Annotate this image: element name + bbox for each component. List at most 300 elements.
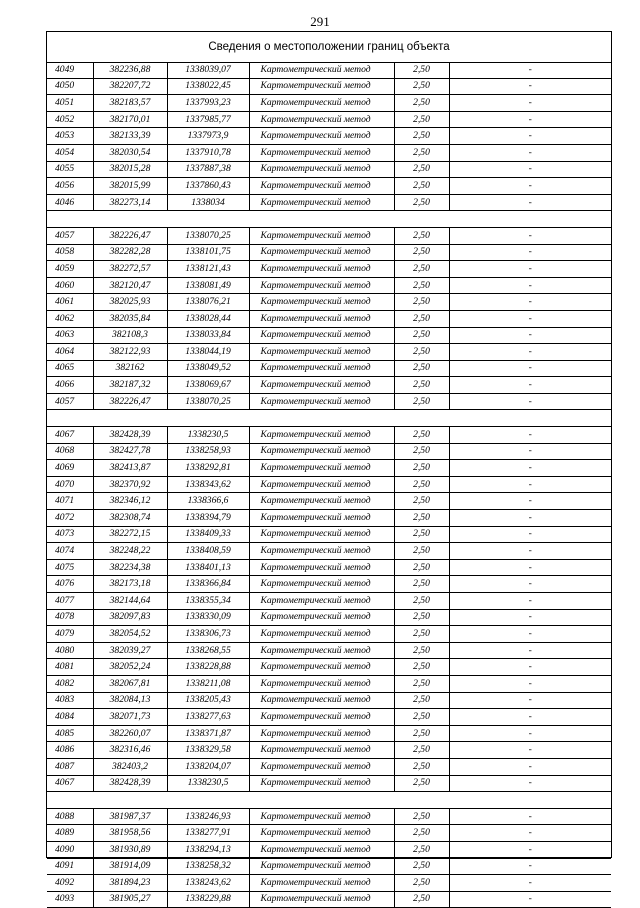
accuracy-cell: 2,50 (394, 393, 449, 410)
point-number-cell: 4080 (47, 642, 93, 659)
y-coordinate-cell: 1338034 (167, 194, 249, 211)
table-row (47, 510, 611, 527)
description-cell: - (449, 775, 611, 792)
table-row (47, 758, 611, 775)
description-cell: - (449, 128, 611, 145)
table-row (47, 78, 611, 95)
point-number-cell: 4073 (47, 526, 93, 543)
accuracy-cell: 2,50 (394, 875, 449, 892)
description-cell: - (449, 310, 611, 327)
x-coordinate-cell: 382226,47 (93, 227, 167, 244)
x-coordinate-cell: 382403,2 (93, 758, 167, 775)
method-cell: Картометрический метод (249, 277, 394, 294)
x-coordinate-cell: 382025,93 (93, 294, 167, 311)
description-cell: - (449, 858, 611, 875)
point-number-cell: 4060 (47, 277, 93, 294)
table-row (47, 327, 611, 344)
description-cell: - (449, 725, 611, 742)
description-cell: - (449, 178, 611, 195)
accuracy-cell: 2,50 (394, 443, 449, 460)
x-coordinate-cell: 382052,24 (93, 659, 167, 676)
point-number-cell: 4058 (47, 244, 93, 261)
accuracy-cell: 2,50 (394, 725, 449, 742)
x-coordinate-cell: 382370,92 (93, 476, 167, 493)
description-cell: - (449, 327, 611, 344)
point-number-cell: 4074 (47, 543, 93, 560)
table-row (47, 808, 611, 825)
x-coordinate-cell: 382162 (93, 360, 167, 377)
point-number-cell: 4088 (47, 808, 93, 825)
method-cell: Картометрический метод (249, 709, 394, 726)
x-coordinate-cell: 382035,84 (93, 310, 167, 327)
description-cell: - (449, 891, 611, 908)
accuracy-cell: 2,50 (394, 675, 449, 692)
accuracy-cell: 2,50 (394, 277, 449, 294)
method-cell: Картометрический метод (249, 559, 394, 576)
x-coordinate-cell: 381905,27 (93, 891, 167, 908)
point-number-cell: 4053 (47, 128, 93, 145)
y-coordinate-cell: 1338330,09 (167, 609, 249, 626)
y-coordinate-cell: 1338230,5 (167, 427, 249, 444)
table-row (47, 344, 611, 361)
description-cell: - (449, 377, 611, 394)
x-coordinate-cell: 381914,09 (93, 858, 167, 875)
table-row (47, 443, 611, 460)
accuracy-cell: 2,50 (394, 62, 449, 78)
accuracy-cell: 2,50 (394, 510, 449, 527)
y-coordinate-cell: 1338366,84 (167, 576, 249, 593)
accuracy-cell: 2,50 (394, 559, 449, 576)
y-coordinate-cell: 1338205,43 (167, 692, 249, 709)
point-number-cell: 4052 (47, 111, 93, 128)
table-row (47, 841, 611, 858)
x-coordinate-cell: 382108,3 (93, 327, 167, 344)
method-cell: Картометрический метод (249, 758, 394, 775)
description-cell: - (449, 692, 611, 709)
y-coordinate-cell: 1338033,84 (167, 327, 249, 344)
table-row (47, 227, 611, 244)
x-coordinate-cell: 382067,81 (93, 675, 167, 692)
description-cell: - (449, 111, 611, 128)
point-number-cell: 4069 (47, 460, 93, 477)
table-row (47, 294, 611, 311)
x-coordinate-cell: 382030,54 (93, 144, 167, 161)
point-number-cell: 4056 (47, 178, 93, 195)
method-cell: Картометрический метод (249, 825, 394, 842)
x-coordinate-cell: 382054,52 (93, 626, 167, 643)
point-number-cell: 4092 (47, 875, 93, 892)
table-row (47, 642, 611, 659)
y-coordinate-cell: 1338044,19 (167, 344, 249, 361)
table-row (47, 95, 611, 112)
method-cell: Картометрический метод (249, 360, 394, 377)
x-coordinate-cell: 382097,83 (93, 609, 167, 626)
x-coordinate-cell: 382120,47 (93, 277, 167, 294)
accuracy-cell: 2,50 (394, 161, 449, 178)
point-number-cell: 4093 (47, 891, 93, 908)
table-row (47, 875, 611, 892)
y-coordinate-cell: 1338039,07 (167, 62, 249, 78)
point-number-cell: 4070 (47, 476, 93, 493)
point-number-cell: 4057 (47, 393, 93, 410)
description-cell: - (449, 427, 611, 444)
description-cell: - (449, 277, 611, 294)
accuracy-cell: 2,50 (394, 377, 449, 394)
accuracy-cell: 2,50 (394, 344, 449, 361)
description-cell: - (449, 344, 611, 361)
description-cell: - (449, 476, 611, 493)
accuracy-cell: 2,50 (394, 493, 449, 510)
accuracy-cell: 2,50 (394, 460, 449, 477)
accuracy-cell: 2,50 (394, 692, 449, 709)
description-cell: - (449, 460, 611, 477)
method-cell: Картометрический метод (249, 775, 394, 792)
accuracy-cell: 2,50 (394, 111, 449, 128)
table-row (47, 543, 611, 560)
table-row (47, 161, 611, 178)
table-row (47, 742, 611, 759)
x-coordinate-cell: 382413,87 (93, 460, 167, 477)
method-cell: Картометрический метод (249, 543, 394, 560)
accuracy-cell: 2,50 (394, 227, 449, 244)
table-row (47, 609, 611, 626)
y-coordinate-cell: 1338246,93 (167, 808, 249, 825)
point-number-cell: 4082 (47, 675, 93, 692)
method-cell: Картометрический метод (249, 62, 394, 78)
description-cell: - (449, 393, 611, 410)
x-coordinate-cell: 382260,07 (93, 725, 167, 742)
x-coordinate-cell: 382015,99 (93, 178, 167, 195)
description-cell: - (449, 593, 611, 610)
page-number: 291 (310, 14, 330, 29)
y-coordinate-cell: 1338230,5 (167, 775, 249, 792)
table-row (47, 891, 611, 908)
y-coordinate-cell: 1338277,91 (167, 825, 249, 842)
accuracy-cell: 2,50 (394, 808, 449, 825)
accuracy-cell: 2,50 (394, 891, 449, 908)
description-cell: - (449, 576, 611, 593)
x-coordinate-cell: 382273,14 (93, 194, 167, 211)
table-row (47, 493, 611, 510)
y-coordinate-cell: 1338343,62 (167, 476, 249, 493)
accuracy-cell: 2,50 (394, 758, 449, 775)
method-cell: Картометрический метод (249, 95, 394, 112)
group-separator-cell (47, 211, 611, 228)
accuracy-cell: 2,50 (394, 841, 449, 858)
y-coordinate-cell: 1338277,63 (167, 709, 249, 726)
method-cell: Картометрический метод (249, 858, 394, 875)
y-coordinate-cell: 1337910,78 (167, 144, 249, 161)
method-cell: Картометрический метод (249, 742, 394, 759)
y-coordinate-cell: 1337860,43 (167, 178, 249, 195)
method-cell: Картометрический метод (249, 377, 394, 394)
x-coordinate-cell: 381987,37 (93, 808, 167, 825)
accuracy-cell: 2,50 (394, 775, 449, 792)
method-cell: Картометрический метод (249, 576, 394, 593)
point-number-cell: 4086 (47, 742, 93, 759)
method-cell: Картометрический метод (249, 128, 394, 145)
point-number-cell: 4078 (47, 609, 93, 626)
accuracy-cell: 2,50 (394, 78, 449, 95)
method-cell: Картометрический метод (249, 725, 394, 742)
description-cell: - (449, 227, 611, 244)
y-coordinate-cell: 1338070,25 (167, 393, 249, 410)
description-cell: - (449, 559, 611, 576)
description-cell: - (449, 659, 611, 676)
x-coordinate-cell: 382427,78 (93, 443, 167, 460)
description-cell: - (449, 609, 611, 626)
point-number-cell: 4084 (47, 709, 93, 726)
method-cell: Картометрический метод (249, 178, 394, 195)
method-cell: Картометрический метод (249, 344, 394, 361)
point-number-cell: 4067 (47, 427, 93, 444)
y-coordinate-cell: 1338355,34 (167, 593, 249, 610)
y-coordinate-cell: 1338070,25 (167, 227, 249, 244)
table-row (47, 244, 611, 261)
x-coordinate-cell: 382071,73 (93, 709, 167, 726)
method-cell: Картометрический метод (249, 626, 394, 643)
y-coordinate-cell: 1338076,21 (167, 294, 249, 311)
x-coordinate-cell: 381894,23 (93, 875, 167, 892)
y-coordinate-cell: 1338049,52 (167, 360, 249, 377)
y-coordinate-cell: 1338258,93 (167, 443, 249, 460)
description-cell: - (449, 642, 611, 659)
x-coordinate-cell: 382428,39 (93, 427, 167, 444)
group-separator-cell (47, 410, 611, 427)
x-coordinate-cell: 382170,01 (93, 111, 167, 128)
y-coordinate-cell: 1338401,13 (167, 559, 249, 576)
description-cell: - (449, 95, 611, 112)
description-cell: - (449, 742, 611, 759)
description-cell: - (449, 78, 611, 95)
x-coordinate-cell: 382207,72 (93, 78, 167, 95)
description-cell: - (449, 675, 611, 692)
y-coordinate-cell: 1338211,08 (167, 675, 249, 692)
table-row (47, 559, 611, 576)
y-coordinate-cell: 1338204,07 (167, 758, 249, 775)
table-row (47, 659, 611, 676)
accuracy-cell: 2,50 (394, 626, 449, 643)
y-coordinate-cell: 1338121,43 (167, 261, 249, 278)
accuracy-cell: 2,50 (394, 178, 449, 195)
method-cell: Картометрический метод (249, 609, 394, 626)
x-coordinate-cell: 382316,46 (93, 742, 167, 759)
accuracy-cell: 2,50 (394, 543, 449, 560)
method-cell: Картометрический метод (249, 244, 394, 261)
y-coordinate-cell: 1338243,62 (167, 875, 249, 892)
point-number-cell: 4062 (47, 310, 93, 327)
x-coordinate-cell: 382308,74 (93, 510, 167, 527)
accuracy-cell: 2,50 (394, 261, 449, 278)
point-number-cell: 4054 (47, 144, 93, 161)
y-coordinate-cell: 1338408,59 (167, 543, 249, 560)
accuracy-cell: 2,50 (394, 244, 449, 261)
x-coordinate-cell: 382015,28 (93, 161, 167, 178)
table-row (47, 377, 611, 394)
method-cell: Картометрический метод (249, 460, 394, 477)
x-coordinate-cell: 381958,56 (93, 825, 167, 842)
description-cell: - (449, 194, 611, 211)
y-coordinate-cell: 1338228,88 (167, 659, 249, 676)
method-cell: Картометрический метод (249, 78, 394, 95)
y-coordinate-cell: 1338081,49 (167, 277, 249, 294)
description-cell: - (449, 244, 611, 261)
point-number-cell: 4051 (47, 95, 93, 112)
method-cell: Картометрический метод (249, 443, 394, 460)
x-coordinate-cell: 382236,88 (93, 62, 167, 78)
table-row (47, 277, 611, 294)
method-cell: Картометрический метод (249, 510, 394, 527)
description-cell: - (449, 875, 611, 892)
table-row (47, 62, 611, 78)
method-cell: Картометрический метод (249, 841, 394, 858)
point-number-cell: 4089 (47, 825, 93, 842)
y-coordinate-cell: 1338306,73 (167, 626, 249, 643)
method-cell: Картометрический метод (249, 161, 394, 178)
accuracy-cell: 2,50 (394, 294, 449, 311)
point-number-cell: 4061 (47, 294, 93, 311)
point-number-cell: 4068 (47, 443, 93, 460)
group-separator-cell (47, 792, 611, 809)
method-cell: Картометрический метод (249, 593, 394, 610)
point-number-cell: 4076 (47, 576, 93, 593)
table-row (47, 825, 611, 842)
method-cell: Картометрический метод (249, 808, 394, 825)
y-coordinate-cell: 1338268,55 (167, 642, 249, 659)
x-coordinate-cell: 382234,38 (93, 559, 167, 576)
table-row (47, 526, 611, 543)
y-coordinate-cell: 1338292,81 (167, 460, 249, 477)
y-coordinate-cell: 1338394,79 (167, 510, 249, 527)
y-coordinate-cell: 1338409,33 (167, 526, 249, 543)
x-coordinate-cell: 382133,39 (93, 128, 167, 145)
method-cell: Картометрический метод (249, 111, 394, 128)
point-number-cell: 4055 (47, 161, 93, 178)
point-number-cell: 4087 (47, 758, 93, 775)
description-cell: - (449, 510, 611, 527)
x-coordinate-cell: 382346,12 (93, 493, 167, 510)
x-coordinate-cell: 382183,57 (93, 95, 167, 112)
boundary-table-frame (46, 31, 612, 905)
method-cell: Картометрический метод (249, 875, 394, 892)
accuracy-cell: 2,50 (394, 95, 449, 112)
table-row (47, 675, 611, 692)
y-coordinate-cell: 1337973,9 (167, 128, 249, 145)
point-number-cell: 4090 (47, 841, 93, 858)
y-coordinate-cell: 1338028,44 (167, 310, 249, 327)
accuracy-cell: 2,50 (394, 327, 449, 344)
x-coordinate-cell: 382084,13 (93, 692, 167, 709)
description-cell: - (449, 841, 611, 858)
coordinates-table (47, 62, 611, 908)
table-row (47, 692, 611, 709)
x-coordinate-cell: 382173,18 (93, 576, 167, 593)
point-number-cell: 4057 (47, 227, 93, 244)
table-row (47, 725, 611, 742)
point-number-cell: 4077 (47, 593, 93, 610)
point-number-cell: 4059 (47, 261, 93, 278)
accuracy-cell: 2,50 (394, 642, 449, 659)
point-number-cell: 4067 (47, 775, 93, 792)
accuracy-cell: 2,50 (394, 709, 449, 726)
method-cell: Картометрический метод (249, 427, 394, 444)
coordinates-table-body (47, 62, 611, 908)
y-coordinate-cell: 1337887,38 (167, 161, 249, 178)
description-cell: - (449, 294, 611, 311)
method-cell: Картометрический метод (249, 194, 394, 211)
point-number-cell: 4065 (47, 360, 93, 377)
method-cell: Картометрический метод (249, 675, 394, 692)
point-number-cell: 4064 (47, 344, 93, 361)
description-cell: - (449, 360, 611, 377)
method-cell: Картометрический метод (249, 144, 394, 161)
accuracy-cell: 2,50 (394, 476, 449, 493)
point-number-cell: 4091 (47, 858, 93, 875)
method-cell: Картометрический метод (249, 692, 394, 709)
group-separator (47, 211, 611, 228)
description-cell: - (449, 626, 611, 643)
x-coordinate-cell: 382226,47 (93, 393, 167, 410)
method-cell: Картометрический метод (249, 526, 394, 543)
x-coordinate-cell: 382187,32 (93, 377, 167, 394)
description-cell: - (449, 808, 611, 825)
point-number-cell: 4066 (47, 377, 93, 394)
description-cell: - (449, 144, 611, 161)
accuracy-cell: 2,50 (394, 742, 449, 759)
method-cell: Картометрический метод (249, 393, 394, 410)
x-coordinate-cell: 382039,27 (93, 642, 167, 659)
table-row (47, 144, 611, 161)
y-coordinate-cell: 1338294,13 (167, 841, 249, 858)
point-number-cell: 4083 (47, 692, 93, 709)
x-coordinate-cell: 382428,39 (93, 775, 167, 792)
description-cell: - (449, 543, 611, 560)
y-coordinate-cell: 1338229,88 (167, 891, 249, 908)
accuracy-cell: 2,50 (394, 427, 449, 444)
description-cell: - (449, 825, 611, 842)
point-number-cell: 4046 (47, 194, 93, 211)
table-row (47, 460, 611, 477)
x-coordinate-cell: 382282,28 (93, 244, 167, 261)
accuracy-cell: 2,50 (394, 593, 449, 610)
group-separator (47, 410, 611, 427)
method-cell: Картометрический метод (249, 642, 394, 659)
method-cell: Картометрический метод (249, 891, 394, 908)
point-number-cell: 4079 (47, 626, 93, 643)
point-number-cell: 4072 (47, 510, 93, 527)
table-row (47, 709, 611, 726)
x-coordinate-cell: 382272,57 (93, 261, 167, 278)
method-cell: Картометрический метод (249, 261, 394, 278)
table-row (47, 593, 611, 610)
method-cell: Картометрический метод (249, 659, 394, 676)
table-row (47, 576, 611, 593)
point-number-cell: 4075 (47, 559, 93, 576)
y-coordinate-cell: 1337985,77 (167, 111, 249, 128)
table-title: Сведения о местоположении границ объекта (47, 32, 611, 63)
table-row (47, 111, 611, 128)
accuracy-cell: 2,50 (394, 526, 449, 543)
table-row (47, 393, 611, 410)
table-row (47, 310, 611, 327)
accuracy-cell: 2,50 (394, 194, 449, 211)
accuracy-cell: 2,50 (394, 825, 449, 842)
accuracy-cell: 2,50 (394, 609, 449, 626)
y-coordinate-cell: 1338069,67 (167, 377, 249, 394)
description-cell: - (449, 62, 611, 78)
description-cell: - (449, 493, 611, 510)
method-cell: Картометрический метод (249, 327, 394, 344)
